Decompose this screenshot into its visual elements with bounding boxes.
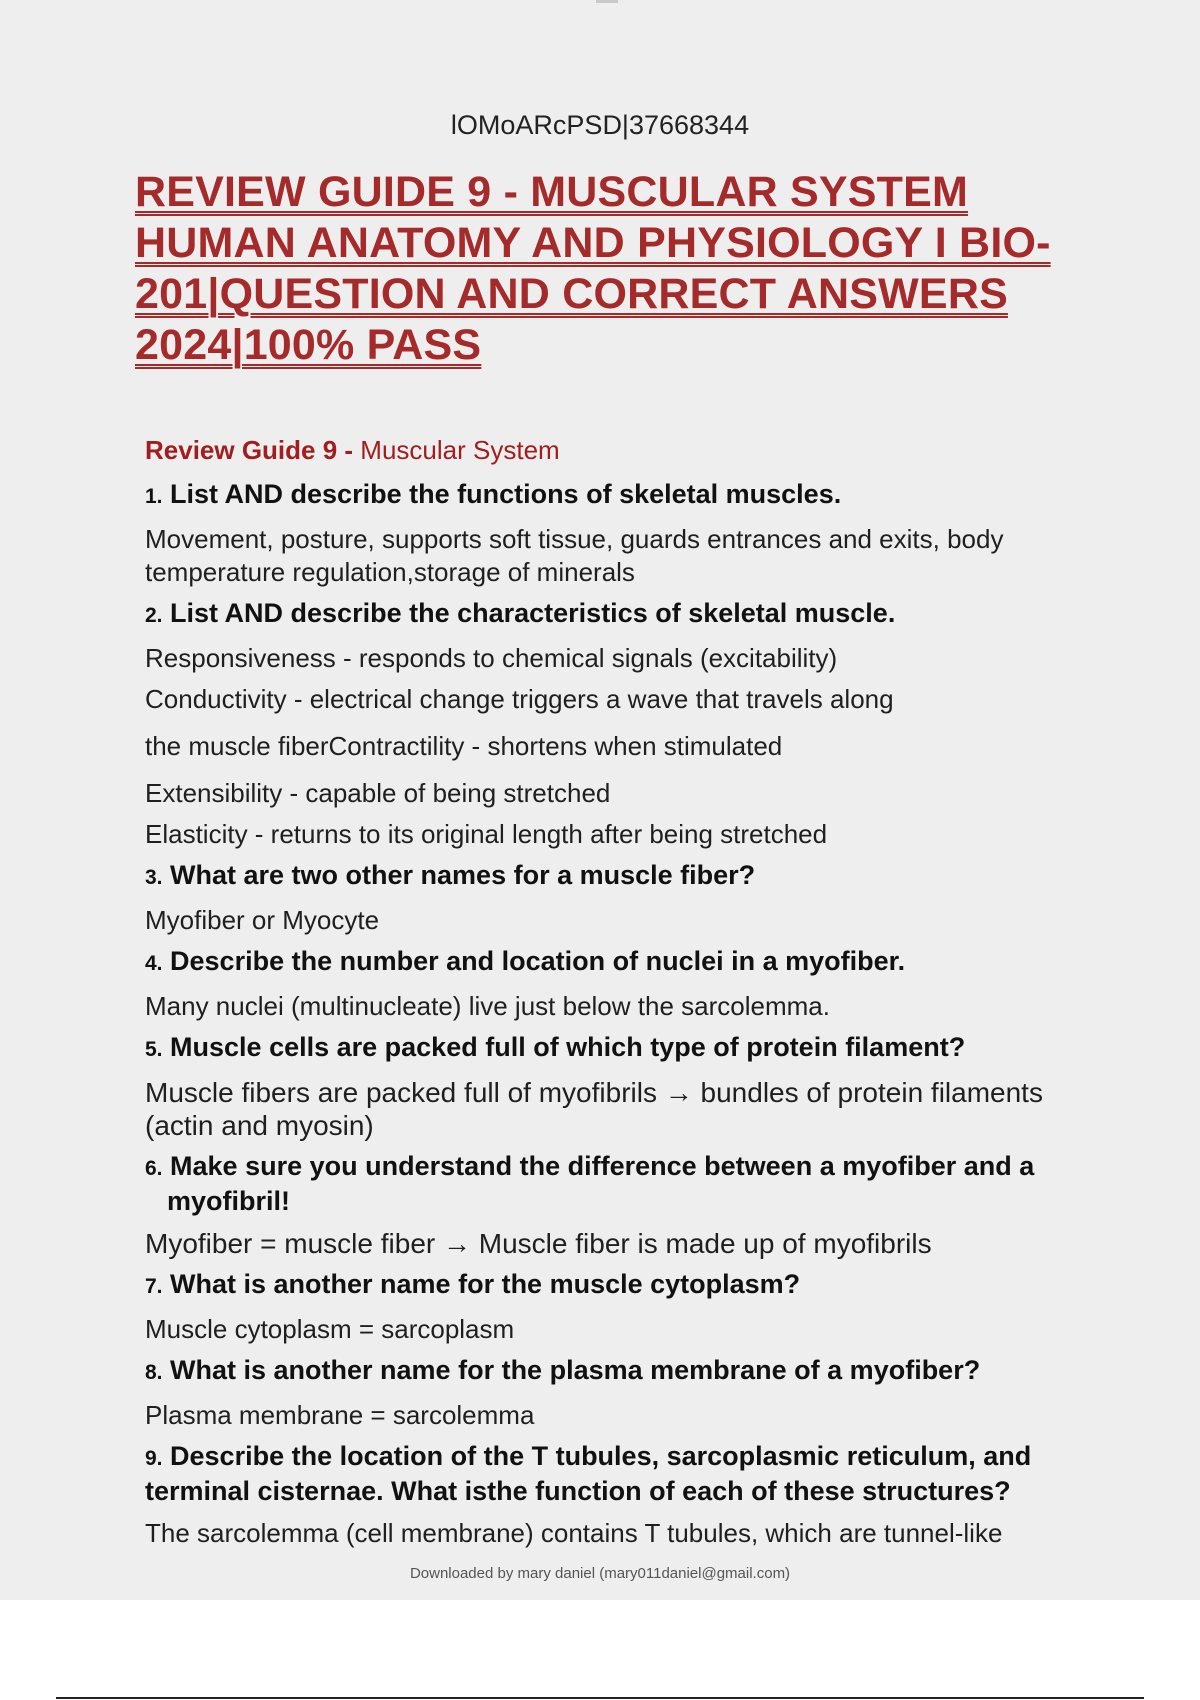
- answer-8: Plasma membrane = sarcolemma: [145, 1400, 535, 1430]
- answer-2-line: Responsiveness - responds to chemical signals (excitability): [145, 643, 838, 673]
- question-number: 3.: [145, 866, 163, 889]
- question-text: Muscle cells are packed full of which type of protein filament?: [170, 1032, 966, 1062]
- answer-2-line: Elasticity - returns to its original length after being stretched: [145, 819, 828, 849]
- question-number: 6.: [145, 1157, 163, 1180]
- question-text: Make sure you understand the difference between a myofiber and a myofibril!: [167, 1151, 1035, 1216]
- question-number: 4.: [145, 952, 163, 975]
- title-line: 2024|100% PASS: [135, 321, 482, 369]
- document-id: lOMoARcPSD|37668344: [450, 110, 750, 140]
- subheading-bold: Review Guide 9 -: [145, 435, 354, 465]
- title-line: 201|QUESTION AND CORRECT ANSWERS: [135, 270, 1008, 318]
- answer-5: Muscle fibers are packed full of myofibrils → bundles of protein filaments (actin and myosin): [145, 1077, 1043, 1141]
- answer-4: Many nuclei (multinucleate) live just below the sarcolemma.: [145, 991, 830, 1021]
- question-number: 5.: [145, 1038, 163, 1061]
- question-2: [145, 597, 1105, 632]
- question-6: [145, 1150, 1105, 1217]
- title-line: REVIEW GUIDE 9 - MUSCULAR SYSTEM: [135, 168, 969, 216]
- question-number: 9.: [145, 1447, 163, 1470]
- question-text: List AND describe the characteristics of skeletal muscle.: [170, 598, 896, 628]
- answer-1: Movement, posture, supports soft tissue, guards entrances and exits, body temperature regulation,storage of minerals: [145, 524, 1004, 587]
- question-5: [145, 1031, 1105, 1066]
- question-text: What is another name for the plasma membrane of a myofiber?: [170, 1355, 981, 1385]
- question-3: [145, 859, 1105, 894]
- answer-7: Muscle cytoplasm = sarcoplasm: [145, 1314, 515, 1344]
- document-title: [135, 167, 1135, 371]
- bottom-rule: [56, 1697, 1144, 1699]
- question-number: 2.: [145, 604, 163, 627]
- answer-2-line: Conductivity - electrical change triggers a wave that travels along: [145, 684, 894, 714]
- question-text: What is another name for the muscle cytoplasm?: [170, 1269, 801, 1299]
- question-7: [145, 1268, 1105, 1303]
- question-9: [145, 1440, 1105, 1507]
- question-number: 1.: [145, 485, 163, 508]
- subheading-rest: Muscular System: [353, 435, 560, 465]
- section-subheading: [145, 434, 1105, 467]
- answer-6: Myofiber = muscle fiber → Muscle fiber is made up of myofibrils: [145, 1228, 932, 1259]
- download-footer: Downloaded by mary daniel (mary011daniel@gmail.com): [409, 1565, 791, 1582]
- page-edge-mark: [596, 0, 618, 3]
- question-number: 7.: [145, 1275, 163, 1298]
- answer-2-line: the muscle fiberContractility - shortens when stimulated: [145, 731, 783, 761]
- question-number: 8.: [145, 1361, 163, 1384]
- question-8: [145, 1354, 1105, 1389]
- answer-3: Myofiber or Myocyte: [145, 905, 380, 935]
- question-text: Describe the location of the T tubules, sarcoplasmic reticulum, and terminal cisternae. What isthe function of each of these structures?: [145, 1441, 1032, 1506]
- question-text: Describe the number and location of nuclei in a myofiber.: [170, 946, 906, 976]
- question-text: List AND describe the functions of skeletal muscles.: [170, 479, 842, 509]
- question-text: What are two other names for a muscle fiber?: [170, 860, 756, 890]
- title-line: HUMAN ANATOMY AND PHYSIOLOGY I BIO-: [135, 219, 1051, 267]
- answer-9: The sarcolemma (cell membrane) contains T tubules, which are tunnel-like: [145, 1518, 1003, 1548]
- answer-2-line: Extensibility - capable of being stretched: [145, 778, 611, 808]
- review-content: [145, 434, 1105, 1558]
- question-4: [145, 945, 1105, 980]
- question-1: [145, 478, 1105, 513]
